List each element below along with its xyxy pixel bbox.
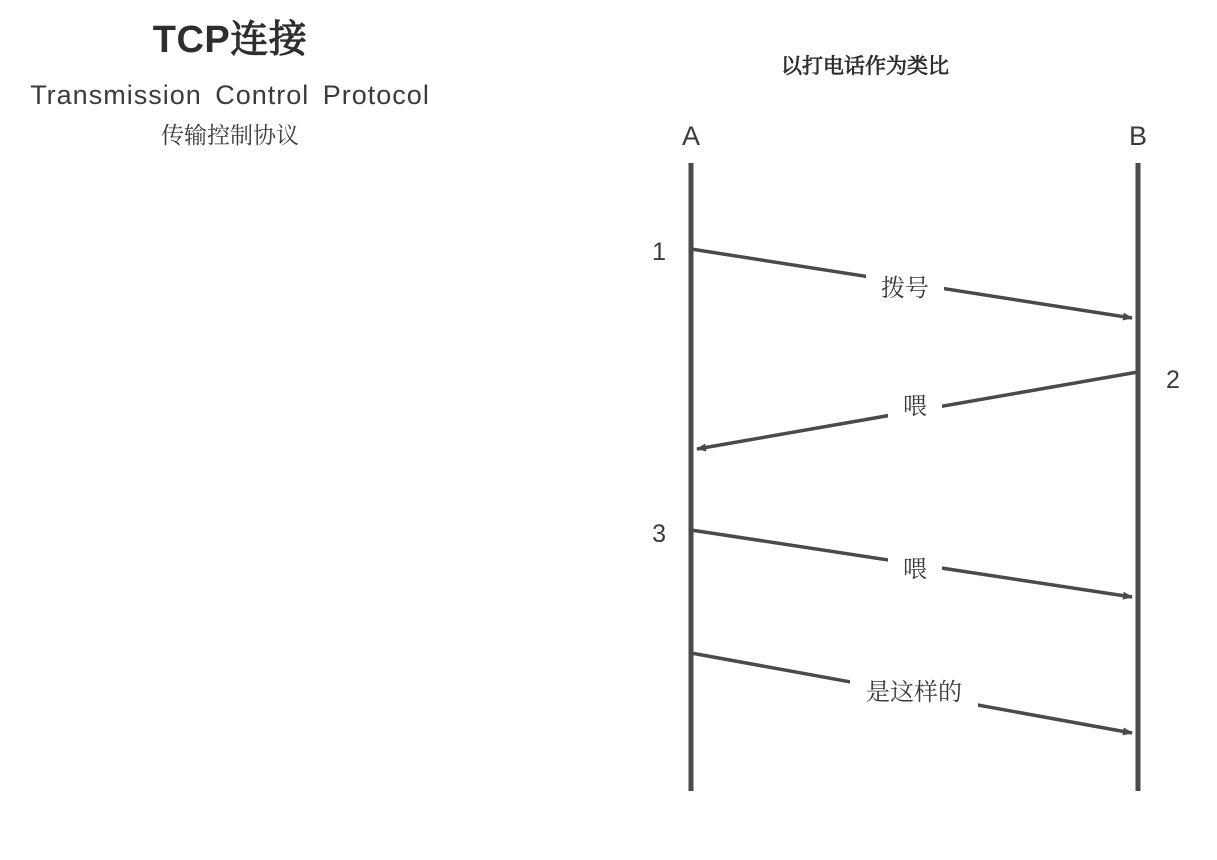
endpoint-label-a: A (681, 121, 701, 151)
sequence-diagram (600, 105, 1217, 825)
message-label-2: 喂 (903, 393, 927, 420)
endpoint-label-b: B (1128, 121, 1148, 151)
diagram-title: 以打电话作为类比 (781, 55, 949, 78)
step-number-1: 1 (652, 238, 666, 266)
message-label-4: 是这样的 (866, 679, 962, 706)
message-label-1: 拨号 (881, 275, 929, 302)
step-number-2: 2 (1166, 366, 1180, 394)
subtitle-english: Transmission Control Protocol (30, 79, 430, 110)
left-text-block (0, 18, 460, 151)
message-label-3: 喂 (903, 556, 927, 583)
subtitle-chinese: 传输控制协议 (161, 121, 299, 148)
page-title: TCP连接 (152, 19, 308, 61)
step-number-3: 3 (652, 520, 666, 548)
